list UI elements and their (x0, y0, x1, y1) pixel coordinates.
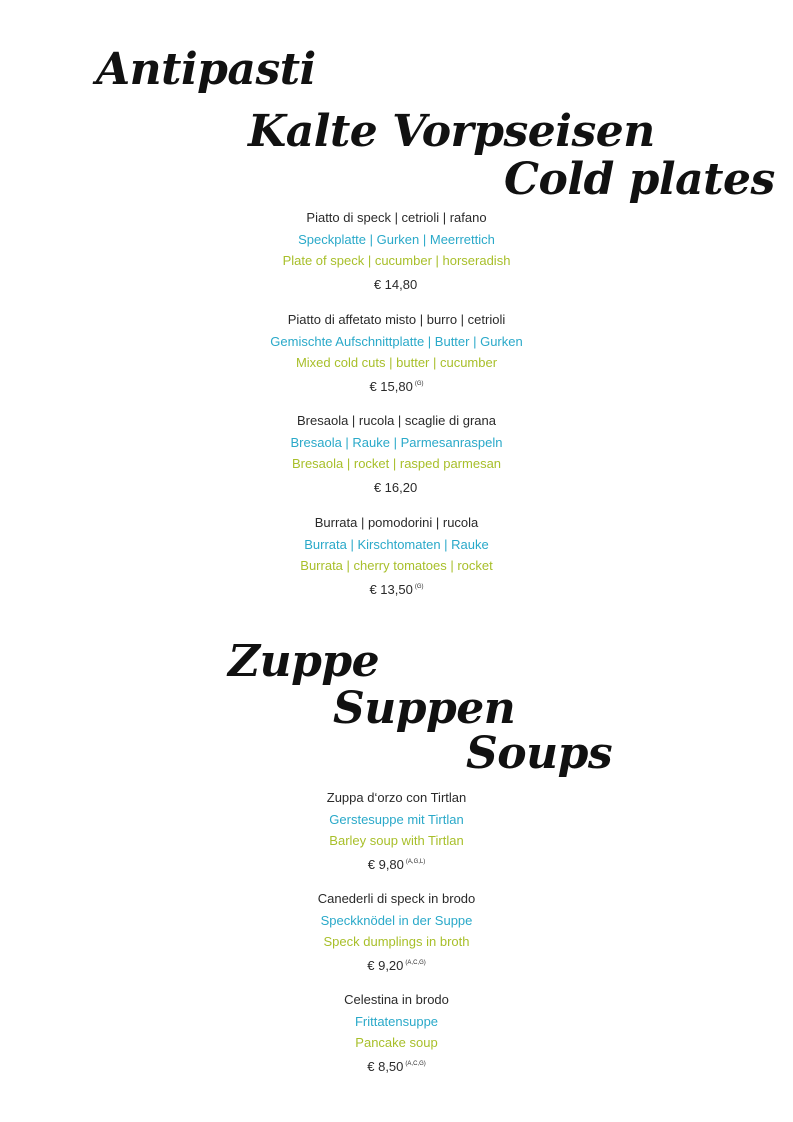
heading-antipasti-de: Kalte Vorpseisen (248, 106, 655, 157)
item-price (0, 272, 793, 296)
item-name-italian: Celestina in brodo (344, 992, 449, 1007)
price-value: € 8,50 (367, 1058, 404, 1074)
item-name-english: Barley soup with Tirtlan (329, 833, 464, 848)
menu-item (0, 512, 793, 600)
menu-item (0, 207, 793, 295)
item-price (0, 577, 793, 601)
menu-item (0, 888, 793, 976)
item-price (0, 374, 793, 398)
heading-antipasti-it: Antipasti (96, 44, 316, 95)
item-name-german: Gerstesuppe mit Tirtlan (329, 811, 464, 827)
allergen-codes: (A,C,G) (405, 959, 426, 966)
item-name-english: Bresaola | rocket | rasped parmesan (291, 456, 502, 471)
item-name-english: Mixed cold cuts | butter | cucumber (295, 355, 498, 370)
item-name-italian: Zuppa d‘orzo con Tirtlan (326, 790, 467, 805)
heading-zuppe-it: Zuppe (228, 636, 380, 687)
price-value: € 16,20 (373, 479, 418, 495)
item-name-italian: Burrata | pomodorini | rucola (314, 515, 479, 530)
allergen-codes: (G) (414, 380, 424, 387)
item-price (0, 1054, 793, 1078)
heading-zuppe-en: Soups (466, 728, 613, 779)
item-name-german: Burrata | Kirschtomaten | Rauke (304, 536, 489, 552)
price-value: € 14,80 (373, 276, 418, 292)
item-name-italian: Canederli di speck in brodo (317, 891, 476, 906)
heading-zuppe-de: Suppen (333, 683, 516, 734)
price-value: € 9,20 (367, 957, 404, 973)
item-name-english: Speck dumplings in broth (323, 934, 470, 949)
price-value: € 15,80 (369, 378, 413, 394)
item-name-german: Frittatensuppe (354, 1013, 439, 1029)
item-price (0, 852, 793, 876)
item-name-german: Gemischte Aufschnittplatte | Butter | Gurken (270, 333, 523, 349)
item-name-german: Speckplatte | Gurken | Meerrettich (298, 231, 495, 247)
item-name-italian: Bresaola | rucola | scaglie di grana (297, 413, 496, 428)
menu-item (0, 787, 793, 875)
allergen-codes: (G) (414, 583, 424, 590)
heading-antipasti-en: Cold plates (504, 154, 775, 205)
menu-item (0, 309, 793, 397)
menu-item (0, 410, 793, 498)
item-name-english: Pancake soup (355, 1035, 438, 1050)
item-name-english: Plate of speck | cucumber | horseradish (282, 253, 511, 268)
item-price (0, 953, 793, 977)
item-name-german: Bresaola | Rauke | Parmesanraspeln (290, 434, 503, 450)
item-name-italian: Piatto di affetato misto | burro | cetrioli (287, 312, 506, 327)
menu-item (0, 989, 793, 1077)
price-value: € 9,80 (367, 856, 404, 872)
allergen-codes: (A,G,L) (405, 858, 426, 865)
allergen-codes: (A,C,G) (405, 1060, 426, 1067)
item-name-italian: Piatto di speck | cetrioli | rafano (306, 210, 487, 225)
item-name-english: Burrata | cherry tomatoes | rocket (300, 558, 493, 573)
item-name-german: Speckknödel in der Suppe (320, 912, 473, 928)
price-value: € 13,50 (369, 581, 413, 597)
item-price (0, 475, 793, 499)
